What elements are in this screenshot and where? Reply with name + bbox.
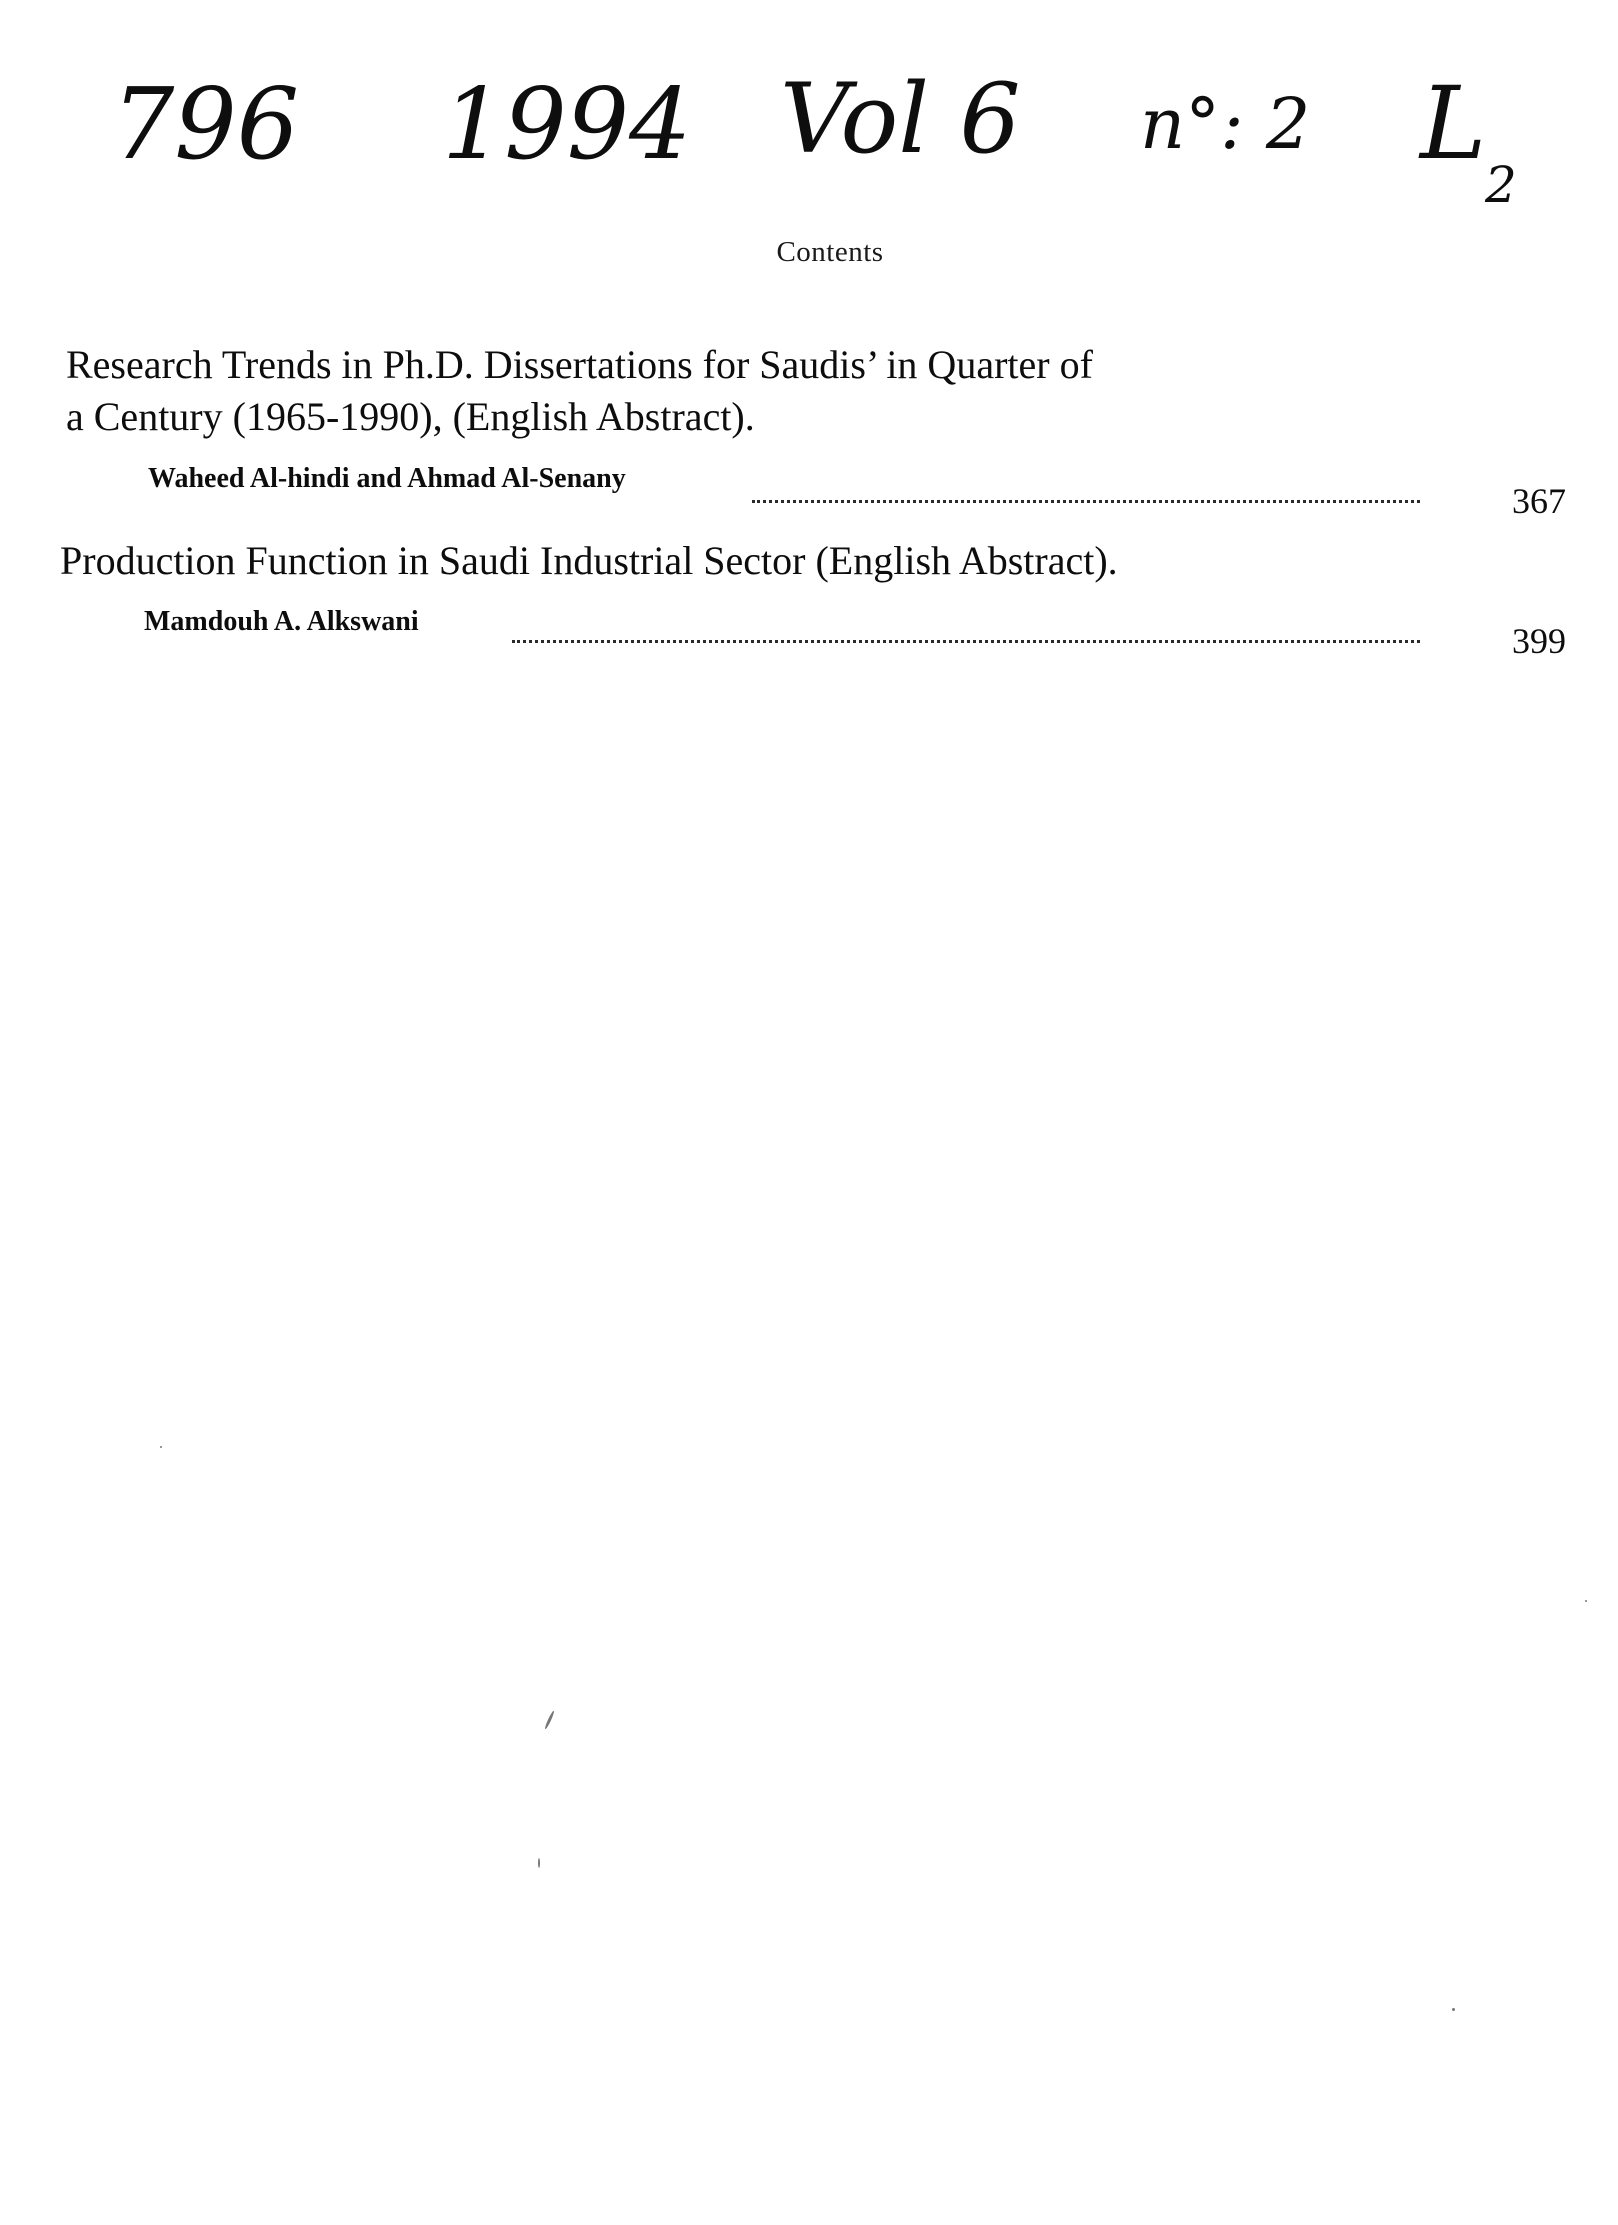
scan-speck [160, 1446, 162, 1448]
handwritten-catalog-number: 796 [112, 68, 300, 182]
handwritten-year: 1994 [442, 68, 692, 182]
toc-entry-1-title-line-2: a Century (1965-1990), (English Abstract). [66, 394, 755, 439]
scan-speck [1585, 1600, 1587, 1602]
toc-entry-1-page-number: 367 [1512, 481, 1566, 521]
scan-speck [538, 1858, 540, 1868]
handwritten-subscript: 2 [1485, 156, 1517, 214]
handwritten-letter: L [1420, 65, 1487, 182]
toc-entry-1-authors: Waheed Al-hindi and Ahmad Al-Senany [148, 463, 626, 494]
toc-entry-1-dot-leader [752, 500, 1420, 503]
toc-entry-1-title-line-1: Research Trends in Ph.D. Dissertations for Saudis’ in Quarter of [66, 342, 1093, 387]
toc-entry-2-dot-leader [512, 640, 1420, 643]
scan-speck [544, 1710, 555, 1729]
handwritten-annotation [0, 0, 1618, 240]
handwritten-issue-number: n°: 2 [1140, 83, 1311, 165]
toc-entry-2-authors: Mamdouh A. Alkswani [144, 606, 419, 637]
scan-speck [1452, 2008, 1455, 2011]
handwritten-volume: Vol 6 [780, 63, 1021, 175]
toc-entry-2-title-line-1: Production Function in Saudi Industrial Sector (English Abstract). [60, 538, 1118, 583]
toc-entry-2-page-number: 399 [1512, 621, 1566, 661]
contents-heading: Contents [776, 236, 884, 268]
